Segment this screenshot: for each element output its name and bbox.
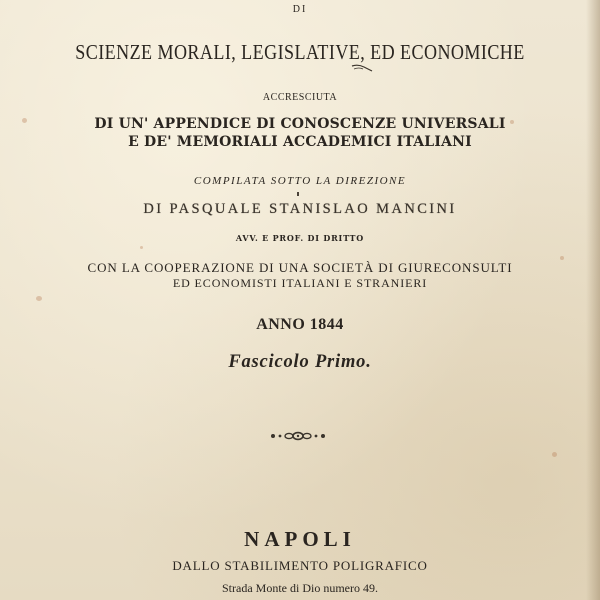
editor-name: DI PASQUALE STANISLAO MANCINI [143,201,457,217]
issue-label: Fascicolo Primo. [228,352,372,372]
appendix-line-2: E DE' MEMORIALI ACCADEMICI ITALIANI [128,134,472,150]
imprint-address: Strada Monte di Dio numero 49. [222,581,378,595]
appendix-line-1: DI UN' APPENDICE DI CONOSCENZE UNIVERSALI [94,116,506,132]
printer-flourish-icon [350,63,374,73]
foxing-spot [36,296,42,301]
compiled-by-intro: COMPILATA SOTTO LA DIREZIONE [193,175,407,187]
subtitle-intro: ACCRESCIUTA [262,92,338,103]
journal-title: SCIENZE MORALI, LEGISLATIVE, ED ECONOMICHE [75,40,525,64]
foxing-spot [140,246,143,249]
imprint-city: NAPOLI [244,527,356,551]
page-edge-shadow [586,0,600,600]
publication-year: ANNO 1844 [256,316,344,333]
header-preposition: DI [292,4,308,15]
editor-credentials: AVV. E PROF. DI DRITTO [235,233,365,243]
foxing-spot [552,452,557,457]
ornament-dot [297,192,299,196]
vignette-ornament-icon [267,428,329,444]
cooperation-line-1: CON LA COOPERAZIONE DI UNA SOCIETÀ DI GIURECONSULTI [87,260,513,275]
cooperation-line-2: ED ECONOMISTI ITALIANI E STRANIERI [172,276,428,290]
imprint-publisher: DALLO STABILIMENTO POLIGRAFICO [172,558,428,573]
